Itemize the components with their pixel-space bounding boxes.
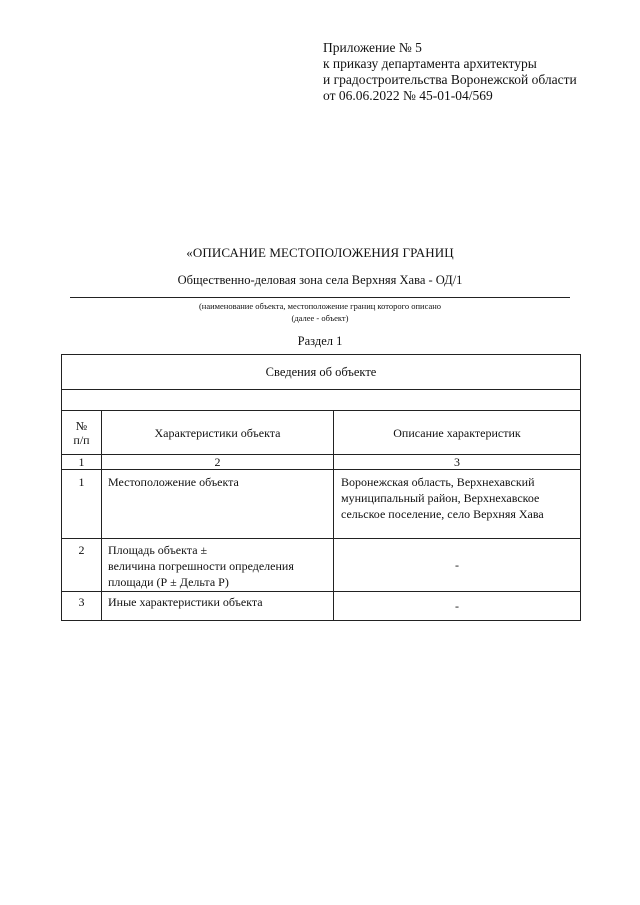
row-characteristic [102, 539, 334, 591]
object-name-caption [0, 300, 640, 324]
column-number: 1 [62, 455, 102, 469]
table-row [62, 470, 580, 539]
section-label: Раздел 1 [297, 334, 343, 348]
annex-line: к приказу департамента архитектуры [323, 56, 537, 71]
row-characteristic-line: величина погрешности определения [108, 559, 294, 573]
column-header-characteristics: Характеристики объекта [102, 411, 334, 454]
row-description-line: Воронежская область, Верхнехавский [341, 475, 535, 489]
table-row [62, 539, 580, 592]
row-description-line: муниципальный район, Верхнехавское [341, 491, 540, 505]
column-header-number-line: п/п [73, 432, 90, 447]
column-number-row [62, 455, 580, 470]
row-number: 2 [62, 539, 102, 591]
column-header-description: Описание характеристик [393, 425, 521, 440]
column-number: 2 [102, 455, 334, 469]
annex-header [323, 40, 577, 104]
underline-divider [70, 297, 570, 298]
row-characteristic: Иные характеристики объекта [102, 592, 334, 620]
document-title: «ОПИСАНИЕ МЕСТОПОЛОЖЕНИЯ ГРАНИЦ [186, 245, 454, 260]
column-header-number [62, 411, 102, 454]
row-description: - [455, 599, 459, 613]
row-characteristic-line: площади (Р ± Дельта Р) [108, 575, 229, 589]
caption-line: (далее - объект) [291, 313, 349, 323]
row-characteristic-line: Площадь объекта ± [108, 543, 208, 557]
row-description [334, 470, 580, 538]
column-number: 3 [454, 455, 460, 469]
annex-line: от 06.06.2022 № 45-01-04/569 [323, 88, 493, 103]
table-empty-row [62, 390, 580, 411]
table-row [62, 592, 580, 620]
row-description: - [455, 558, 459, 572]
row-number: 1 [62, 470, 102, 538]
object-info-table [61, 354, 581, 621]
table-header-row [62, 411, 580, 455]
row-description-line: сельское поселение, село Верхняя Хава [341, 507, 544, 521]
column-header-number-line: № [75, 418, 88, 433]
annex-line: и градостроительства Воронежской области [323, 72, 577, 87]
object-name: Общественно-деловая зона села Верхняя Хава - ОД/1 [177, 273, 463, 287]
row-characteristic: Местоположение объекта [102, 470, 334, 538]
row-number: 3 [62, 592, 102, 620]
table-heading: Сведения об объекте [62, 355, 580, 390]
caption-line: (наименование объекта, местоположение границ которого описано [198, 301, 442, 311]
annex-line: Приложение № 5 [323, 40, 422, 55]
